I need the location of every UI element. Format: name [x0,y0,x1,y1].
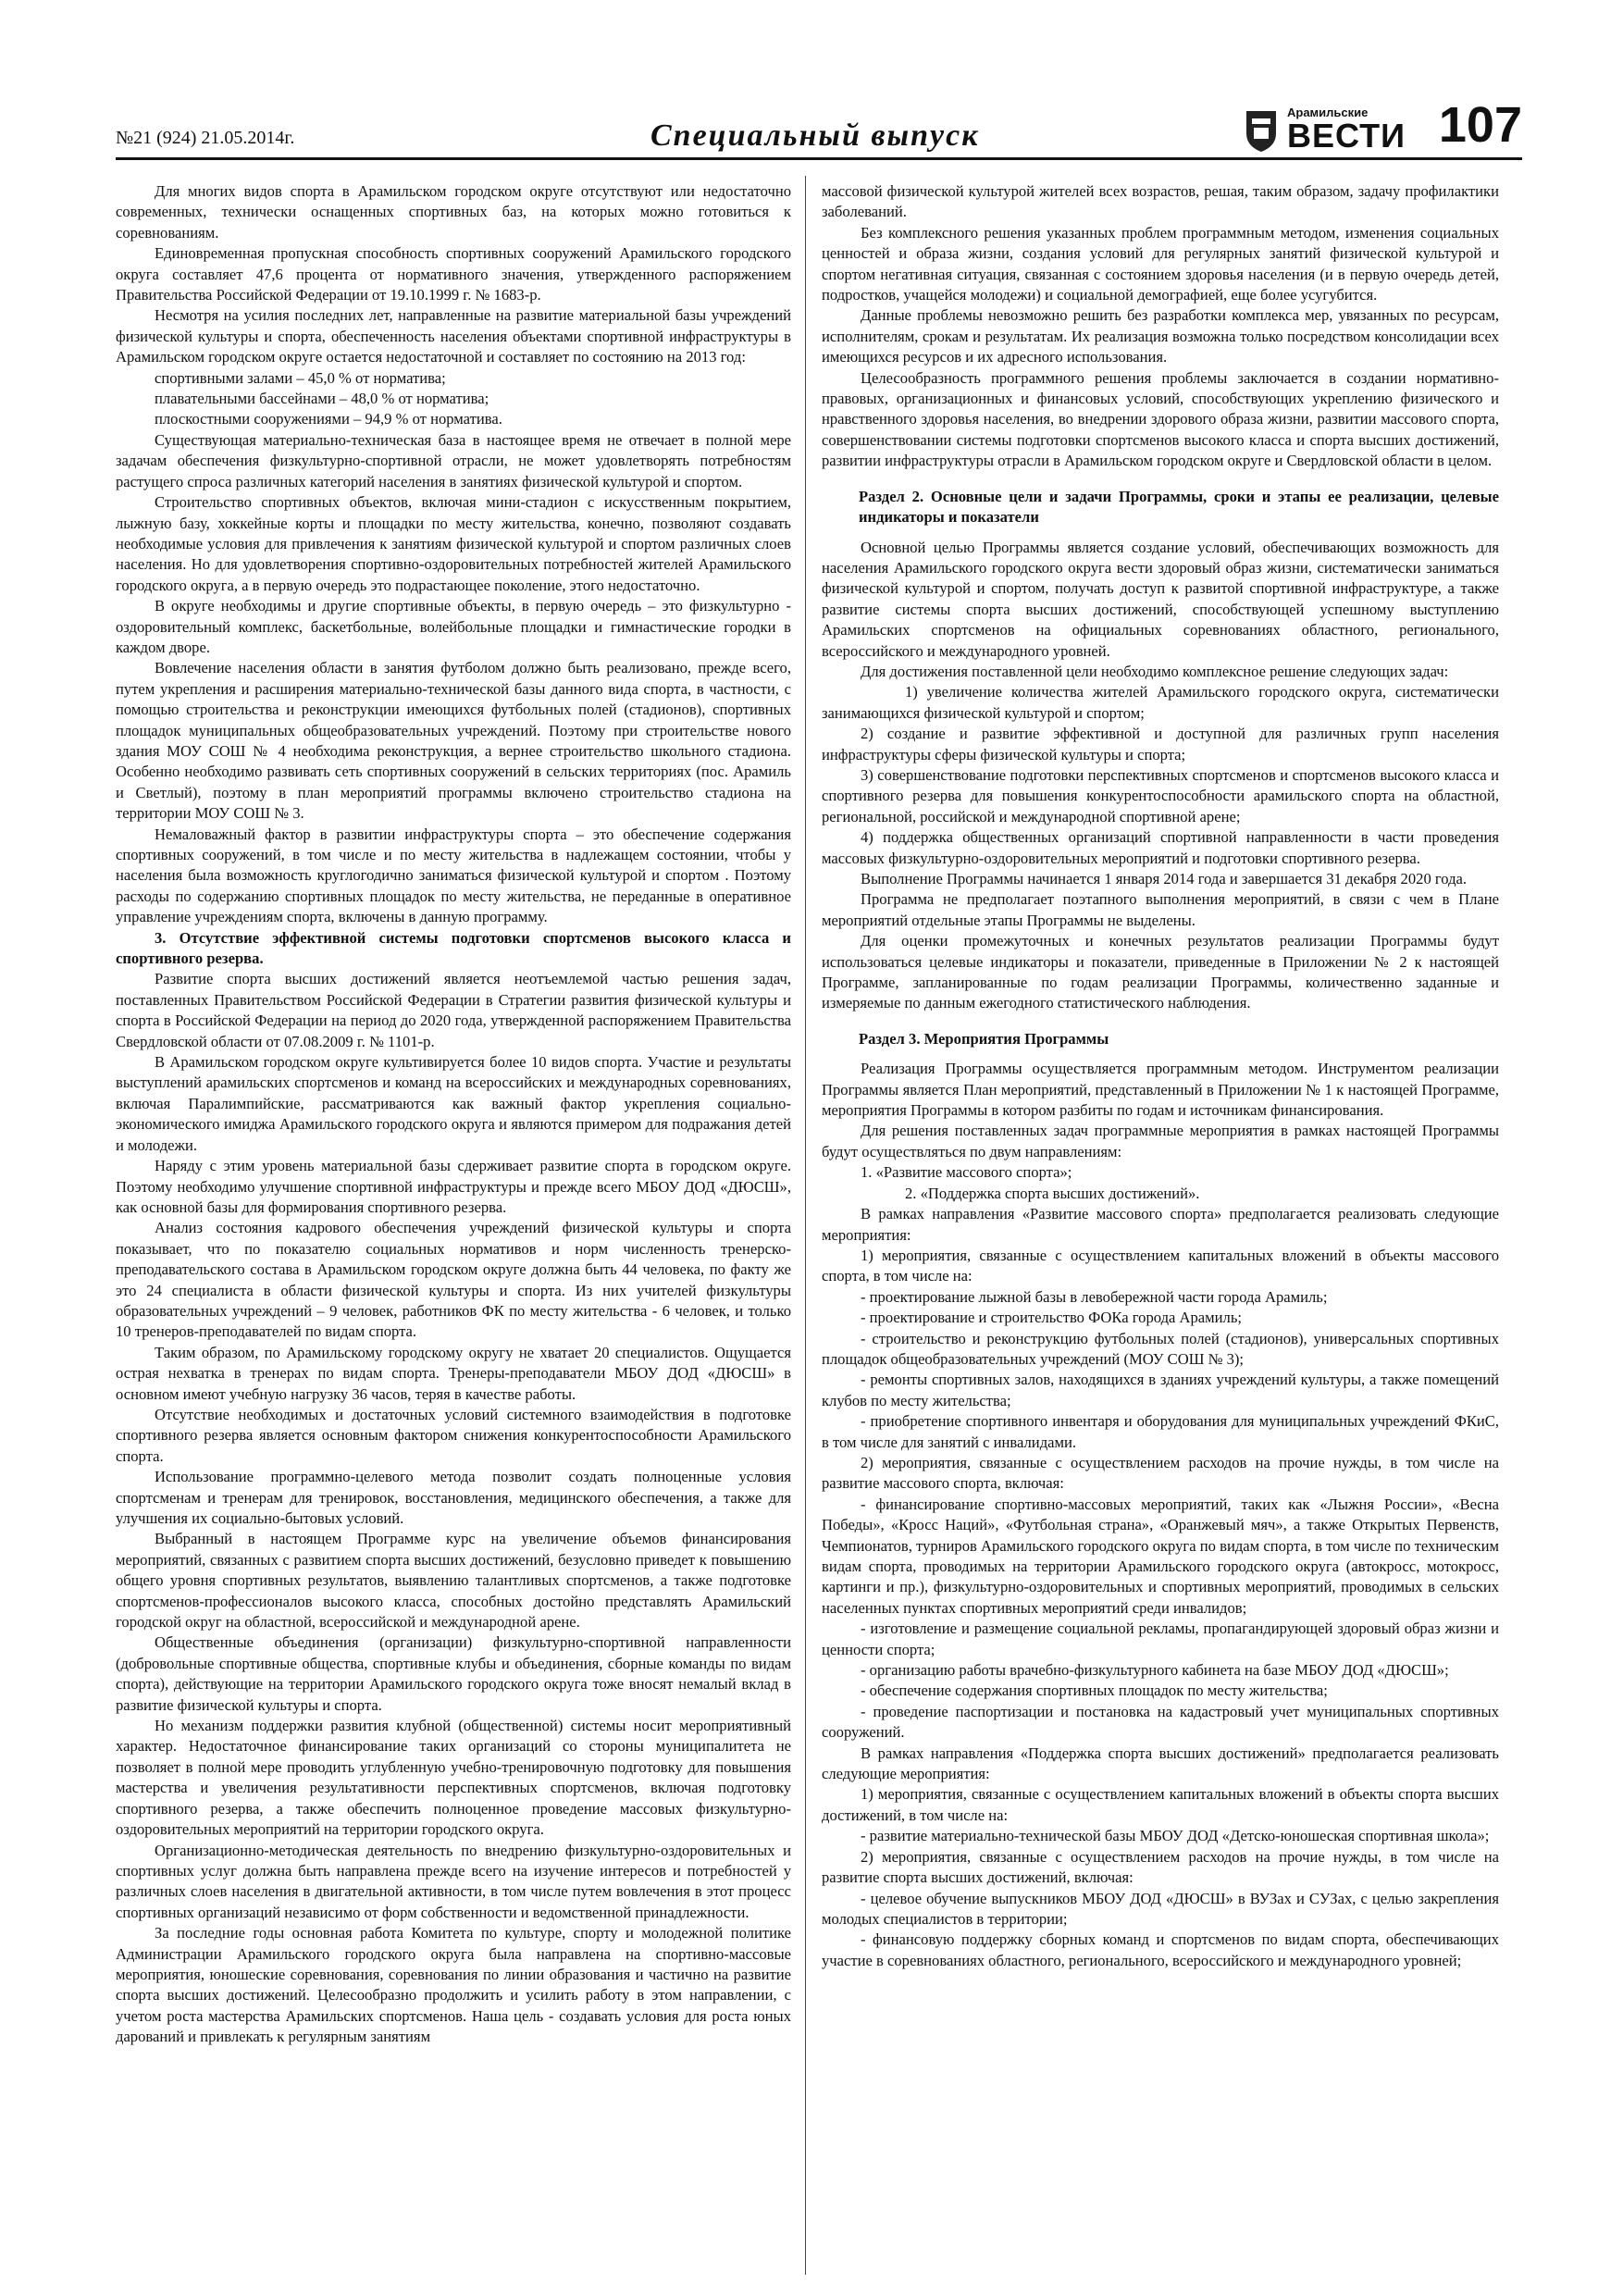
list-item: 2) мероприятия, связанные с осуществлением расходов на прочие нужды, в том числе на развитие спорта высших достижений, включая: [822,1847,1499,1887]
paragraph: Наряду с этим уровень материальной базы сдерживает развитие спорта в городском округе. Поэтому необходимо улучшение спортивной инфраструктуры и прежде всего МБОУ ДОД «ДЮСШ», как основной базы для формирования спортивного резерва. [116,1157,791,1216]
coat-of-arms-icon [1243,107,1280,154]
paragraph: Таким образом, по Арамильскому городскому округу не хватает 20 специалистов. Ощущается острая нехватка в тренерах по видам спорта. Тренеры-преподаватели МБОУ ДОД «ДЮСШ» в основном имеют учебную нагрузку 36 часов, теряя в качестве работы. [116,1343,791,1403]
list-item: - обеспечение содержания спортивных площадок по месту жительства; [861,1682,1328,1700]
section-title: Специальный выпуск [650,118,980,153]
list-item: - строительство и реконструкцию футбольных полей (стадионов), универсальных спортивных площадок общеобразовательных учреждений (МОУ СОШ № 3); [822,1329,1499,1368]
paragraph: Программа не предполагает поэтапного выполнения мероприятий, в связи с чем в Плане мероприятий отдельные этапы Программы не выделены. [822,890,1499,929]
paragraph: Для многих видов спорта в Арамильском городском округе отсутствуют или недостаточно современных, технически оснащенных спортивных баз, на которых можно готовиться к соревнованиям. [116,182,791,242]
list-item: 1. «Развитие массового спорта»; [861,1163,1072,1182]
list-item: плавательными бассейнами – 48,0 % от норматива; [155,390,489,408]
list-item: 2. «Поддержка спорта высших достижений». [905,1184,1200,1202]
list-item: 2) создание и развитие эффективной и доступной для различных групп населения инфраструктуры сферы физической культуры и спорта; [822,725,1499,763]
paragraph: Немаловажный фактор в развитии инфраструктуры спорта – это обеспечение содержания спортивных сооружений, в том числе и по месту жительства в надлежащем состоянии, чтобы у населения была возможность круглогодично заниматься физической культурой и спортом . Поэтому расходы по содержанию спортивных площадок по месту жительства, не переданные в оперативное управление учреждениям спорта, включены в данную программу. [116,825,791,926]
list-item: - проектирование лыжной базы в левобережной части города Арамиль; [861,1287,1328,1306]
list-item: - проектирование и строительство ФОКа города Арамиль; [861,1309,1243,1327]
paragraph: Несмотря на усилия последних лет, направленные на развитие материальной базы учреждений физической культуры и спорта, обеспеченность населения объектами спортивной инфраструктуры в Арамильском городском округе остается недостаточной и составляет по состоянию на 2013 год: [116,306,791,366]
issue-info: №21 (924) 21.05.2014г. [116,128,295,148]
left-column [116,181,791,2269]
paragraph: Существующая материально-техническая база в настоящее время не отвечает в полной мере задачам обеспечения физкультурно-спортивной отрасли, не может удовлетворять потребностям растущего спроса различных категорий населения в занятиях физической культурой и спортом. [116,430,791,490]
list-item: - финансирование спортивно-массовых мероприятий, таких как «Лыжня России», «Весна Победы», «Кросс Наций», «Футбольная страна», «Оранжевый мяч», а также Открытых Первенств, Чемпионатов, турниров Арамильского городского округа по видам спорта, в том числе по техническим видам спорта, проводимых на территории Арамильского городского округа (автокросс, мотокросс, картинги и пр.), физкультурно-оздоровительных и спортивных мероприятий, проводимых в сельских населенных пунктах спортивных мероприятий среди инвалидов; [822,1495,1499,1617]
paragraph: Реализация Программы осуществляется программным методом. Инструментом реализации Программы является План мероприятий, представленный в Приложении № 1 к настоящей Программе, мероприятия Программы в котором разбиты по годам и источникам финансирования. [822,1060,1499,1120]
paragraph: В рамках направления «Поддержка спорта высших достижений» предполагается реализовать следующие мероприятия: [822,1744,1499,1783]
list-item: - развитие материально-технической базы МБОУ ДОД «Детско-юношеская спортивная школа»; [861,1827,1490,1845]
paragraph: Единовременная пропускная способность спортивных сооружений Арамильского городского округа составляет 47,6 процента от нормативного значения, утвержденного распоряжением Правительства Российской Федерации от 19.10.1999 г. № 1683-р. [116,244,791,304]
paragraph: Выполнение Программы начинается 1 января 2014 года и завершается 31 декабря 2020 года. [861,870,1468,887]
paragraph: Для достижения поставленной цели необходимо комплексное решение следующих задач: [861,662,1449,680]
list-item: 2) мероприятия, связанные с осуществлением расходов на прочие нужды, в том числе на развитие массового спорта, включая: [822,1453,1499,1493]
list-item: - целевое обучение выпускников МБОУ ДОД «ДЮСШ» в ВУЗах и СУЗах, с целью закрепления молодых специалистов в территории; [822,1889,1499,1928]
page-header [116,97,1522,157]
paragraph: Для решения поставленных задач программные мероприятия в рамках настоящей Программы будут осуществляться по двум направлениям: [822,1122,1499,1160]
header-rule [116,157,1522,160]
list-item: - проведение паспортизации и постановка на кадастровый учет муниципальных спортивных сооружений. [822,1702,1499,1742]
paragraph: В рамках направления «Развитие массового спорта» предполагается реализовать следующие мероприятия: [822,1205,1499,1244]
paragraph: Вовлечение населения области в занятия футболом должно быть реализовано, прежде всего, путем укрепления и расширения материально-технической базы данного вида спорта, в частности, с помощью строительства и реконструкции имеющихся футбольных полей (стадионов), спортивных площадок муниципальных общеобразовательных учреждений. Поэтому при строительстве нового здания МОУ СОШ № 4 необходима реконструкция, а вернее строительство школьного стадиона. Особенно необходимо развивать сеть спортивных сооружений в сельских территориях (пос. Арамиль и Светлый), поэтому в план мероприятий программы включено строительство стадиона на территории МОУ СОШ № 3. [116,659,791,823]
paragraph: Без комплексного решения указанных проблем программным методом, изменения социальных ценностей и образа жизни, создания условий для регулярных занятий физической культурой и спортом негативная ситуация, связанная с состоянием здоровья населения (и в первую очередь детей, подростков, учащейся молодежи) и социальной демографией, еще более усугубится. [822,223,1499,304]
list-item: - организацию работы врачебно-физкультурного кабинета на базе МБОУ ДОД «ДЮСШ»; [861,1661,1449,1680]
paragraph: Использование программно-целевого метода позволит создать полноценные условия спортсменам и тренерам для тренировок, восстановления, медицинского обеспечения, а также для улучшения их социально-бытовых условий. [116,1468,791,1527]
paragraph: Целесообразность программного решения проблемы заключается в создании нормативно-правовых, организационных и финансовых условий, способствующих укреплению физического и нравственного здоровья населения, во внедрении здорового образа жизни, развитии массового спорта, совершенствовании системы подготовки спортсменов высокого класса и спорта высших достижений, развитии инфраструктуры отрасли в Арамильском городском округе и Свердловской области в целом. [822,368,1499,470]
list-item: - финансовую поддержку сборных команд и спортсменов по видам спорта, обеспечивающих участие в соревнованиях областного, регионального, всероссийского и международного уровней; [822,1930,1499,1969]
right-column [822,181,1499,2269]
page-number: 107 [1438,97,1522,153]
section-heading: 3. Отсутствие эффективной системы подготовки спортсменов высокого класса и спортивного резерва. [116,928,791,968]
paragraph: Выбранный в настоящем Программе курс на увеличение объемов финансирования мероприятий, связанных с развитием спорта высших достижений, безусловно приведет к повышению общего уровня спортивных результатов, выявлению талантливых спортсменов, а также подготовке спортсменов-профессионалов высокого класса, способных достойно представлять Арамильский городской округ на областной, всероссийской и международной арене. [116,1530,791,1632]
paragraph: В округе необходимы и другие спортивные объекты, в первую очередь – это физкультурно - оздоровительный комплекс, баскетбольные, волейбольные площадки и гимнастические городки в каждом дворе. [116,597,791,656]
list-item: 1) увеличение количества жителей Арамильского городского округа, систематически занимающихся физической культурой и спортом; [822,683,1499,722]
paragraph: Строительство спортивных объектов, включая мини-стадион с искусственным покрытием, лыжную базу, хоккейные корты и площадки по месту жительства, конечно, позволяют создавать необходимые условия для привлечения к занятиям физической культурой и спортом различных слоев населения. Но для удовлетворения спортивно-оздоровительных потребностей жителей Арамильского городского округа, а в первую очередь это подрастающее поколение, этого недостаточно. [116,493,791,594]
list-item: - ремонты спортивных залов, находящихся в зданиях учреждений культуры, а также помещений клубов по месту жительства; [822,1371,1499,1409]
list-item: - приобретение спортивного инвентаря и оборудования для муниципальных учреждений ФКиС, в том числе для занятий с инвалидами. [822,1412,1499,1451]
list-item: спортивными залами – 45,0 % от норматива; [155,368,446,387]
newspaper-logo [1243,105,1406,155]
list-item: 4) поддержка общественных организаций спортивной направленности в части проведения массовых физкультурно-оздоровительных мероприятий и подготовки спортивного резерва. [822,828,1499,867]
section-heading: Раздел 2. Основные цели и задачи Программы, сроки и этапы ее реализации, целевые индикаторы и показатели [859,487,1499,527]
list-item: 3) совершенствование подготовки перспективных спортсменов и спортсменов высокого класса и спортивного резерва для повышения конкурентоспособности арамильского спорта на областной, региональной, российской и международной спортивной арене; [822,765,1499,825]
paragraph: Основной целью Программы является создание условий, обеспечивающих возможность для населения Арамильского городского округа вести здоровый образ жизни, систематически заниматься физической культурой и спортом, получать доступ к развитой спортивной инфраструктуре, а также развитие системы спорта высших достижений, способствующей успешному выступлению Арамильских спортсменов на официальных соревнованиях областного, регионального, всероссийского и международного уровней. [822,538,1499,660]
paragraph: Но механизм поддержки развития клубной (общественной) системы носит мероприятивный характер. Недостаточное финансирование таких организаций со стороны муниципалитета не позволяет в полной мере проводить углубленную учебно-тренировочную подготовку для повышения мастерства и увеличения результативности перспективных спортсменов, включая подготовку спортивного резерва, а также обеспечить полноценное проведение массовых физкультурно-оздоровительных мероприятий на территории городского округа. [116,1717,791,1839]
paragraph: Отсутствие необходимых и достаточных условий системного взаимодействия в подготовке спортивного резерва является основным фактором снижения конкурентоспособности Арамильского спорта. [116,1405,791,1465]
paragraph: Общественные объединения (организации) физкультурно-спортивной направленности (добровольные спортивные общества, спортивные клубы и объединения, сборные команды по видам спорта), действующие на территории Арамильского городского округа тоже вносят немалый вклад в развитие физической культуры и спорта. [116,1633,791,1714]
list-item: плоскостными сооружениями – 94,9 % от норматива. [155,410,502,428]
paragraph: Данные проблемы невозможно решить без разработки комплекса мер, увязанных по ресурсам, исполнителям, срокам и результатам. Их реализация возможна только посредством консолидации всех имеющихся ресурсов и их адресного использования. [822,306,1499,366]
paragraph: массовой физической культурой жителей всех возрастов, решая, таким образом, задачу профилактики заболеваний. [822,182,1499,221]
logo-title: ВЕСТИ [1287,117,1406,155]
list-item: 1) мероприятия, связанные с осуществлением капитальных вложений в объекты массового спорта, в том числе на: [822,1246,1499,1285]
paragraph: Организационно-методическая деятельность по внедрению физкультурно-оздоровительных и спортивных услуг должна быть направлена прежде всего на изучение интересов и потребностей у различных слоев населения в двигательной активности, в том числе путем вовлечения в этот процесс спортивных организаций независимо от форм собственности и ведомственной принадлежности. [116,1841,791,1921]
paragraph: Для оценки промежуточных и конечных результатов реализации Программы будут использоваться целевые индикаторы и показатели, приведенные в Приложении № 2 к настоящей Программе, запланированные по годам реализации Программы, количественно заданные и измеряемые по данным ежегодного статистического наблюдения. [822,932,1499,1012]
paragraph: За последние годы основная работа Комитета по культуре, спорту и молодежной политике Администрации Арамильского городского округа была направлена на спортивно-массовые мероприятия, юношеские соревнования, соревнования по линии образования и частично на развитие спорта высших достижений. Целесообразно продолжить и усилить работу в этом направлении, с учетом роста мастерства Арамильских спортсменов. Наша цель - создавать условия для роста юных дарований и привлекать к регулярным занятиям [116,1924,791,2046]
paragraph: Анализ состояния кадрового обеспечения учреждений физической культуры и спорта показывает, что по показателю социальных нормативов и норм численность тренерско-преподавательского состава в Арамильском городском округе должна быть 44 человека, по факту же это 24 специалиста в области физической культуры и спорта. Из них учителей физкультуры образовательных учреждений – 9 человек, работников ФК по месту жительства - 6 человек, и только 10 тренеров-преподавателей по видам спорта. [116,1219,791,1341]
paragraph: Развитие спорта высших достижений является неотъемлемой частью решения задач, поставленных Правительством Российской Федерации в Стратегии развития физической культуры и спорта в Российской Федерации на период до 2020 года, утвержденной распоряжением Правительства Свердловской области от 07.08.2009 г. № 1101-р. [116,970,791,1050]
logo-subtitle: Арамильские [1287,105,1369,119]
paragraph: В Арамильском городском округе культивируется более 10 видов спорта. Участие и результаты выступлений арамильских спортсменов и команд на всероссийских и международных соревнованиях, включая Паралимпийские, рассматриваются как важный фактор укрепления социально-экономического имиджа Арамильского городского округа и являются примером для подражания детей и молодежи. [116,1053,791,1154]
list-item: 1) мероприятия, связанные с осуществлением капитальных вложений в объекты спорта высших достижений, в том числе на: [822,1785,1499,1824]
column-divider [805,176,806,2275]
list-item: - изготовление и размещение социальной рекламы, пропагандирующей здоровый образ жизни и ценности спорта; [822,1620,1499,1658]
section-heading: Раздел 3. Мероприятия Программы [859,1029,1109,1048]
